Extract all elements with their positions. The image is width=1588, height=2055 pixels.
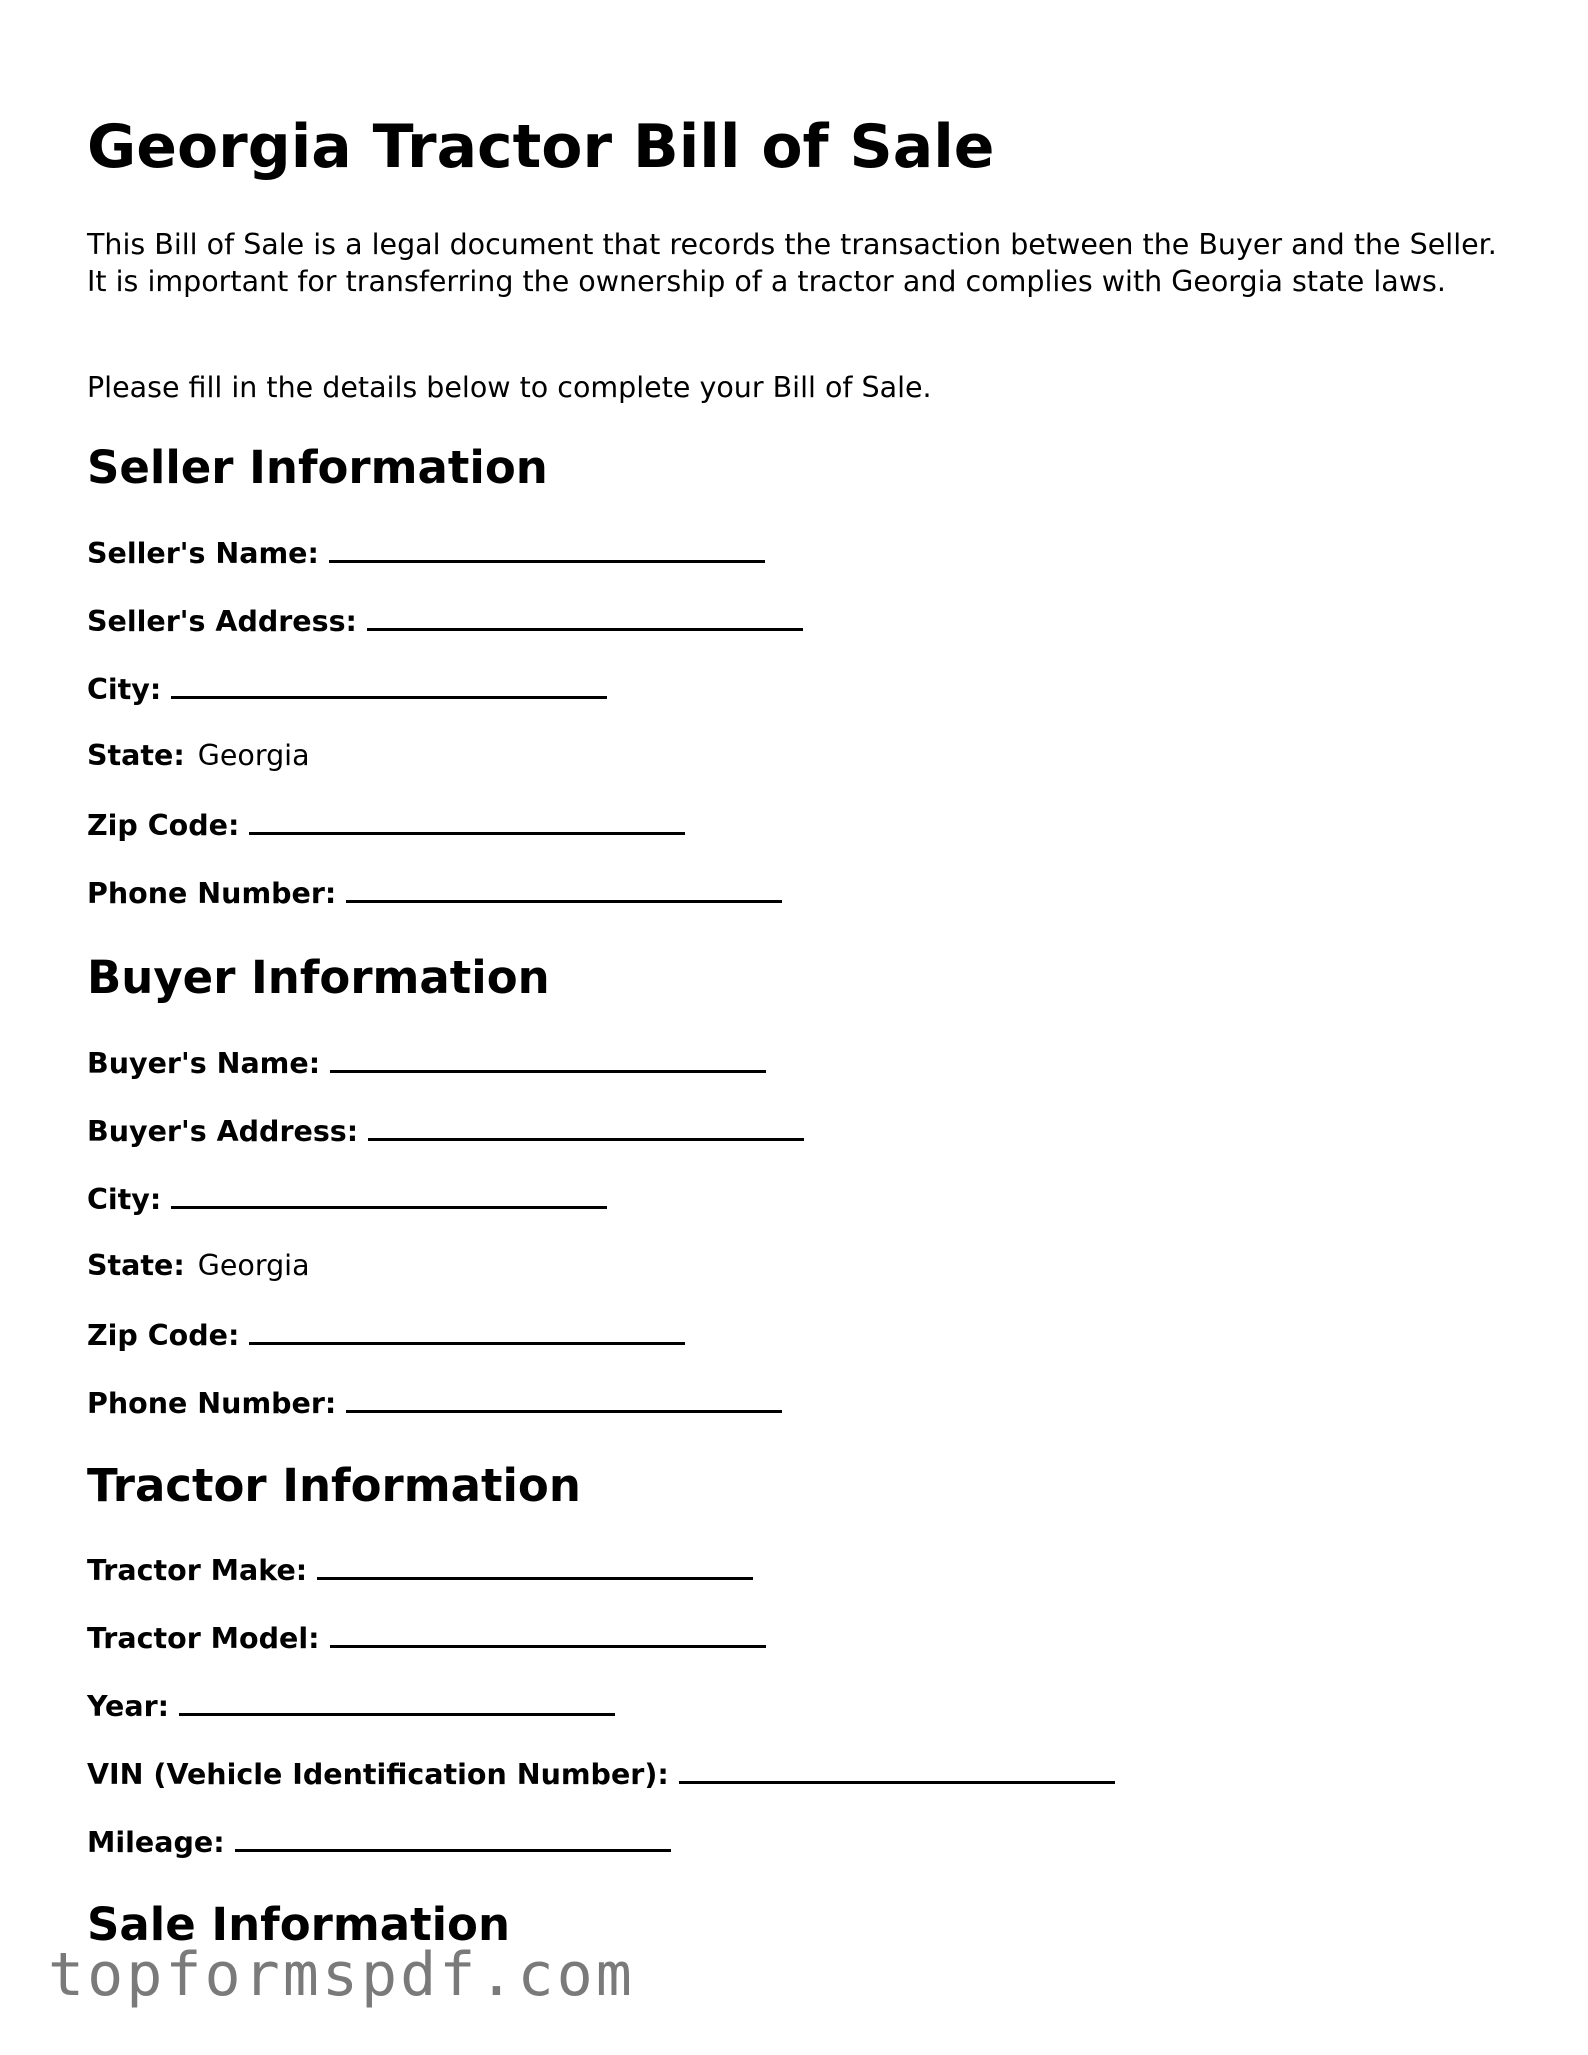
- sale-section-heading: Sale Information: [87, 1898, 510, 1951]
- seller-name-row: [87, 534, 765, 572]
- buyer-name-label: Buyer's Name:: [87, 1047, 321, 1080]
- seller-phone-field[interactable]: [346, 874, 782, 903]
- tractor-model-field[interactable]: [330, 1619, 766, 1648]
- watermark-text: topformspdf.com: [48, 1940, 635, 2010]
- buyer-city-label: City:: [87, 1183, 162, 1216]
- tractor-vin-field[interactable]: [679, 1755, 1115, 1784]
- buyer-zip-field[interactable]: [249, 1316, 685, 1345]
- buyer-zip-row: [87, 1316, 685, 1354]
- buyer-state-row: [87, 1248, 310, 1284]
- seller-city-label: City:: [87, 673, 162, 706]
- buyer-zip-label: Zip Code:: [87, 1319, 240, 1352]
- seller-phone-row: [87, 874, 782, 912]
- tractor-year-label: Year:: [87, 1690, 170, 1723]
- seller-city-field[interactable]: [171, 670, 607, 699]
- seller-address-field[interactable]: [367, 602, 803, 631]
- buyer-city-row: [87, 1180, 607, 1218]
- seller-zip-field[interactable]: [249, 806, 685, 835]
- seller-city-row: [87, 670, 607, 708]
- tractor-mileage-field[interactable]: [235, 1823, 671, 1852]
- tractor-year-row: [87, 1687, 615, 1725]
- tractor-make-label: Tractor Make:: [87, 1554, 308, 1587]
- buyer-city-field[interactable]: [171, 1180, 607, 1209]
- tractor-mileage-row: [87, 1823, 671, 1861]
- tractor-model-row: [87, 1619, 766, 1657]
- seller-zip-row: [87, 806, 685, 844]
- seller-state-row: [87, 738, 310, 774]
- intro-paragraph: This Bill of Sale is a legal document that records the transaction between the Buyer and the Seller. It is important for transferring the ownership of a tractor and complies with Georgia state laws.: [87, 228, 1497, 298]
- tractor-year-field[interactable]: [179, 1687, 615, 1716]
- seller-name-label: Seller's Name:: [87, 537, 319, 570]
- instruction-text: Please fill in the details below to complete your Bill of Sale.: [87, 371, 932, 404]
- buyer-address-row: [87, 1112, 804, 1150]
- document-title: Georgia Tractor Bill of Sale: [87, 112, 995, 182]
- tractor-model-label: Tractor Model:: [87, 1622, 320, 1655]
- seller-name-field[interactable]: [329, 534, 765, 563]
- seller-address-row: [87, 602, 803, 640]
- seller-zip-label: Zip Code:: [87, 809, 240, 842]
- buyer-state-value: Georgia: [197, 1249, 310, 1282]
- buyer-address-field[interactable]: [368, 1112, 804, 1141]
- seller-section-heading: Seller Information: [87, 441, 548, 494]
- buyer-address-label: Buyer's Address:: [87, 1115, 359, 1148]
- seller-address-label: Seller's Address:: [87, 605, 357, 638]
- tractor-section-heading: Tractor Information: [87, 1459, 581, 1512]
- tractor-vin-row: [87, 1755, 1115, 1793]
- seller-state-label: State:: [87, 739, 185, 772]
- buyer-state-label: State:: [87, 1249, 185, 1282]
- buyer-phone-field[interactable]: [346, 1384, 782, 1413]
- tractor-vin-label: VIN (Vehicle Identification Number):: [87, 1758, 669, 1791]
- tractor-make-field[interactable]: [317, 1551, 753, 1580]
- seller-phone-label: Phone Number:: [87, 877, 337, 910]
- seller-state-value: Georgia: [197, 739, 310, 772]
- buyer-section-heading: Buyer Information: [87, 951, 550, 1004]
- buyer-name-field[interactable]: [330, 1044, 766, 1073]
- buyer-name-row: [87, 1044, 766, 1082]
- tractor-make-row: [87, 1551, 753, 1589]
- buyer-phone-row: [87, 1384, 782, 1422]
- tractor-mileage-label: Mileage:: [87, 1826, 225, 1859]
- buyer-phone-label: Phone Number:: [87, 1387, 337, 1420]
